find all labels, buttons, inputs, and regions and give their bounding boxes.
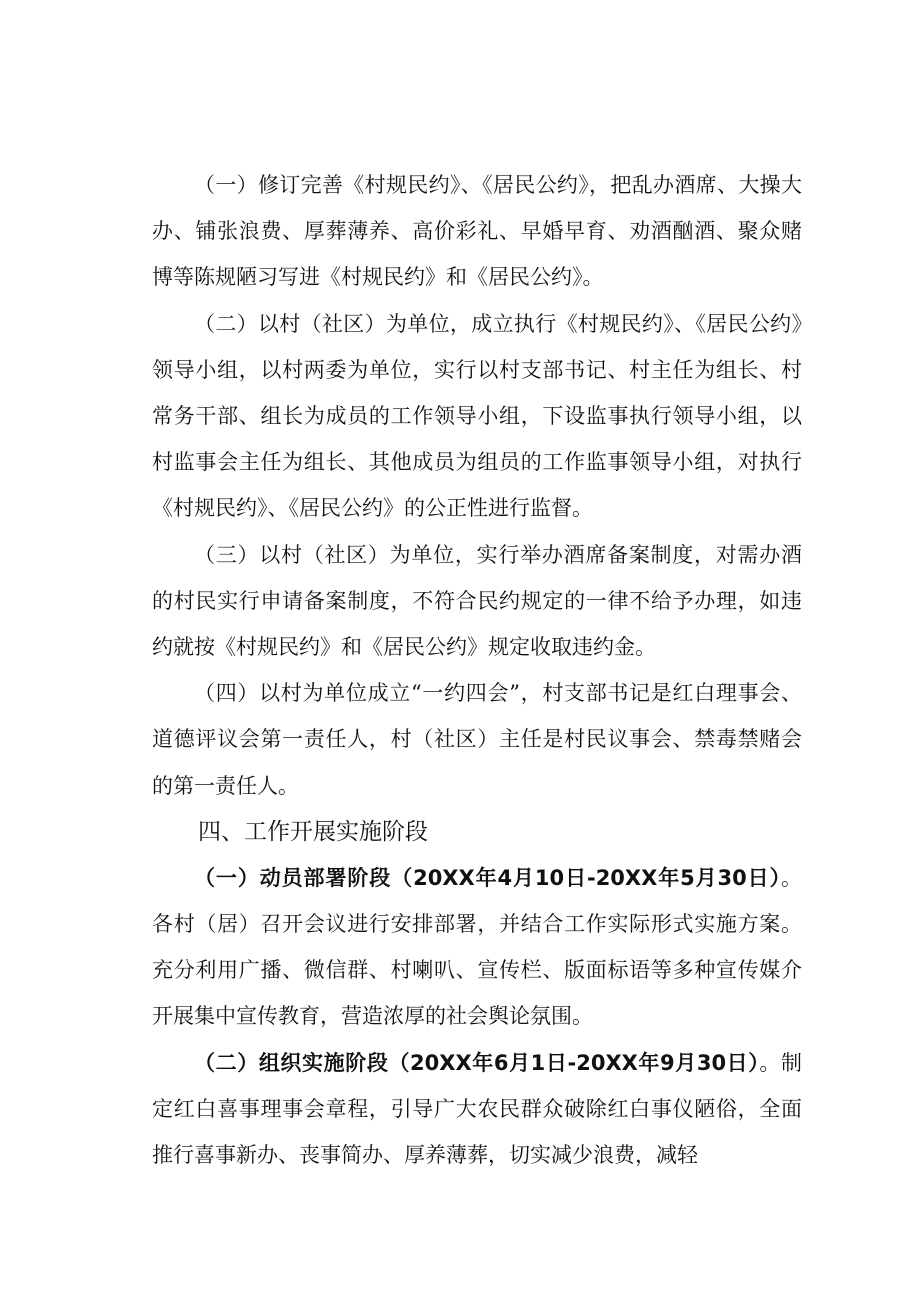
paragraph-stage-mobilization [152,855,802,1040]
stage-implementation-text: 。制定红白喜事理事会章程，引导广大农民群众破除红白事仪陋俗，全面推行喜事新办、丧事简办、厚养薄葬，切实减少浪费，减轻 [152,1050,803,1168]
section-heading: 四、工作开展实施阶段 [198,818,428,845]
stage-implementation-title: （二）组织实施阶段（20XX年6月1日-20XX年9月30日） [194,1050,760,1075]
paragraph-revise-conventions: （一）修订完善《村规民约》、《居民公约》，把乱办酒席、大操大办、铺张浪费、厚葬薄养、高价彩礼、早婚早育、劝酒酗酒、聚众赌博等陈规陋习写进《村规民约》和《居民公约》。 [152,173,802,290]
paragraph-leading-group: （二）以村（社区）为单位，成立执行《村规民约》、《居民公约》领导小组，以村两委为单位，实行以村支部书记、村主任为组长、村常务干部、组长为成员的工作领导小组，下设监事执行领导小组，以村监事会主任为组长、其他成员为组员的工作监事领导小组，对执行《村规民约》、《居民公约》的公正性进行监督。 [152,311,802,521]
paragraph-stage-implementation [152,1040,802,1179]
document-body [152,162,802,1178]
stage-mobilization-title: （一）动员部署阶段（20XX年4月10日-20XX年5月30日） [194,865,781,890]
paragraph-banquet-registration: （三）以村（社区）为单位，实行举办酒席备案制度，对需办酒的村民实行申请备案制度，不符合民约规定的一律不给予办理，如违约就按《村规民约》和《居民公约》规定收取违约金。 [152,542,802,660]
stage-mobilization-text: 。各村（居）召开会议进行安排部署，并结合工作实际形式实施方案。充分利用广播、微信群、村喇叭、宣传栏、版面标语等多种宣传媒介开展集中宣传教育，营造浓厚的社会舆论氛围。 [152,865,802,1029]
paragraph-one-convention-four-councils: （四）以村为单位成立“一约四会”，村支部书记是红白理事会、道德评议会第一责任人，村（社区）主任是村民议事会、禁毒禁赌会的第一责任人。 [152,681,802,798]
